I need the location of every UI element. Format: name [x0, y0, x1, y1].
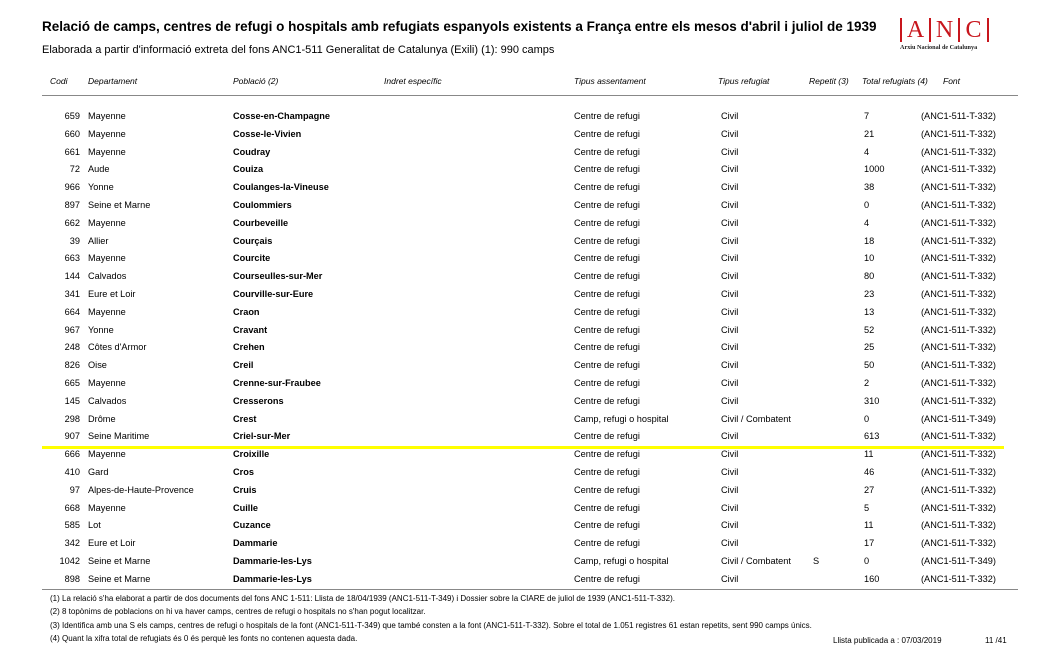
cell-codi: 664: [64, 306, 80, 317]
cell-total: 10: [864, 253, 875, 264]
cell-codi: 585: [64, 520, 80, 531]
table-row: [0, 304, 1044, 322]
cell-codi: 298: [64, 413, 80, 424]
table-row: [0, 250, 1044, 268]
cell-font: (ANC1-511-T-332): [921, 111, 996, 121]
cell-tipus-assentament: Centre de refugi: [574, 324, 640, 335]
cell-codi: 145: [64, 395, 80, 406]
cell-total: 1000: [864, 164, 885, 175]
cell-tipus-refugiat: Civil: [721, 306, 739, 317]
cell-tipus-refugiat: Civil: [721, 520, 739, 531]
cell-total: 17: [864, 538, 875, 549]
cell-codi: 662: [64, 217, 80, 228]
cell-departament: Yonne: [88, 324, 114, 335]
cell-codi: 898: [64, 573, 80, 584]
cell-codi: 97: [69, 484, 80, 495]
table-row: [0, 144, 1044, 162]
cell-tipus-refugiat: Civil: [721, 431, 739, 442]
cell-tipus-assentament: Centre de refugi: [574, 253, 640, 264]
cell-departament: Mayenne: [88, 377, 126, 388]
cell-tipus-refugiat: Civil: [721, 502, 739, 513]
footnote: (1) La relació s'ha elaborat a partir de dos documents del fons ANC 1-511: Llista de 18/04/1939 (ANC1-511-T-349) i Dossier sobre la CIARE de juliol de 1939 (ANC1-511-T-332).: [50, 594, 675, 603]
cell-total: 21: [864, 128, 875, 139]
cell-tipus-refugiat: Civil: [721, 288, 739, 299]
table-row: [0, 357, 1044, 375]
cell-departament: Seine Maritime: [88, 431, 150, 442]
table-row: [0, 517, 1044, 535]
table-row: [0, 482, 1044, 500]
cell-font: (ANC1-511-T-332): [921, 235, 996, 246]
cell-tipus-assentament: Centre de refugi: [574, 306, 640, 317]
page-number: 11 /41: [985, 636, 1007, 645]
header-divider: [42, 95, 1018, 96]
cell-codi: 663: [64, 253, 80, 264]
cell-tipus-refugiat: Civil: [721, 342, 739, 353]
cell-repetit: S: [813, 555, 820, 566]
cell-departament: Mayenne: [88, 217, 126, 228]
cell-poblacio: Cosse-en-Champagne: [233, 111, 330, 121]
cell-total: 4: [864, 217, 870, 228]
cell-departament: Seine et Marne: [88, 199, 151, 210]
table-row: [0, 500, 1044, 518]
cell-font: (ANC1-511-T-332): [921, 217, 996, 228]
cell-departament: Mayenne: [88, 449, 126, 460]
cell-font: (ANC1-511-T-332): [921, 182, 996, 193]
cell-total: 13: [864, 306, 875, 317]
table-row: [0, 411, 1044, 429]
cell-departament: Côtes d'Armor: [88, 342, 147, 353]
cell-tipus-assentament: Centre de refugi: [574, 182, 640, 193]
cell-total: 0: [864, 413, 870, 424]
cell-departament: Yonne: [88, 182, 114, 193]
cell-poblacio: Cruis: [233, 484, 257, 495]
cell-departament: Aude: [88, 164, 110, 175]
cell-codi: 248: [64, 342, 80, 353]
cell-poblacio: Courcite: [233, 253, 271, 264]
cell-font: (ANC1-511-T-332): [921, 395, 996, 406]
footnote: (4) Quant la xifra total de refugiats és 0 és perquè les fonts no contenen aquesta dada.: [50, 633, 358, 643]
cell-tipus-assentament: Centre de refugi: [574, 449, 640, 460]
anc-logo-mark: [898, 17, 994, 43]
cell-total: 310: [864, 395, 880, 406]
cell-codi: 907: [64, 431, 80, 442]
cell-tipus-assentament: Centre de refugi: [574, 573, 640, 584]
cell-codi: 967: [64, 324, 80, 335]
cell-total: 18: [864, 235, 875, 246]
cell-total: 23: [864, 288, 875, 299]
cell-codi: 410: [64, 466, 80, 477]
cell-departament: Seine et Marne: [88, 555, 151, 566]
table-row: [0, 108, 1044, 126]
cell-tipus-assentament: Centre de refugi: [574, 484, 640, 495]
cell-tipus-refugiat: Civil: [721, 253, 739, 264]
cell-codi: 342: [64, 538, 80, 549]
cell-departament: Mayenne: [88, 146, 126, 157]
cell-tipus-refugiat: Civil: [721, 573, 739, 584]
logo-subtitle: Arxiu Nacional de Catalunya: [900, 44, 978, 51]
logo-letter: C: [965, 17, 982, 43]
cell-poblacio: Cuzance: [233, 520, 271, 531]
cell-total: 27: [864, 484, 875, 495]
cell-total: 25: [864, 342, 875, 353]
cell-font: (ANC1-511-T-332): [921, 360, 996, 371]
cell-departament: Lot: [88, 520, 101, 531]
cell-font: (ANC1-511-T-332): [921, 466, 996, 477]
cell-tipus-refugiat: Civil: [721, 217, 739, 228]
cell-total: 5: [864, 502, 870, 513]
cell-font: (ANC1-511-T-349): [921, 555, 996, 566]
cell-poblacio: Coudray: [233, 146, 271, 157]
cell-font: (ANC1-511-T-332): [921, 324, 996, 335]
col-header-tipus-assentament: Tipus assentament: [574, 76, 646, 86]
col-header-codi: Codi: [50, 76, 68, 86]
cell-poblacio: Couiza: [233, 164, 264, 175]
cell-font: (ANC1-511-T-332): [921, 128, 996, 139]
cell-font: (ANC1-511-T-332): [921, 449, 996, 460]
footnotes: [50, 592, 812, 645]
cell-tipus-assentament: Centre de refugi: [574, 199, 640, 210]
page-subtitle: Elaborada a partir d'informació extreta del fons ANC1-511 Generalitat de Catalunya (Exili) (1): 990 camps: [42, 44, 555, 56]
cell-poblacio: Crehen: [233, 342, 265, 353]
cell-departament: Eure et Loir: [88, 288, 136, 299]
cell-departament: Mayenne: [88, 306, 126, 317]
cell-codi: 1042: [59, 555, 80, 566]
cell-total: 52: [864, 324, 875, 335]
cell-tipus-refugiat: Civil: [721, 377, 739, 388]
cell-poblacio: Cros: [233, 466, 254, 477]
cell-font: (ANC1-511-T-332): [921, 253, 996, 264]
page-title: Relació de camps, centres de refugi o hospitals amb refugiats espanyols existents a França entre els mesos d'abril i juliol de 1939: [42, 19, 877, 34]
cell-poblacio: Cosse-le-Vivien: [233, 128, 302, 139]
logo-letter: A: [906, 17, 925, 43]
cell-tipus-assentament: Centre de refugi: [574, 128, 640, 139]
cell-total: 46: [864, 466, 875, 477]
cell-departament: Drôme: [88, 413, 116, 424]
cell-poblacio: Dammarie-les-Lys: [233, 573, 312, 584]
cell-tipus-refugiat: Civil: [721, 395, 739, 406]
table-row: [0, 553, 1044, 571]
table-row: [0, 339, 1044, 357]
cell-tipus-refugiat: Civil: [721, 164, 739, 175]
cell-font: (ANC1-511-T-332): [921, 377, 996, 388]
cell-tipus-refugiat: Civil / Combatent: [721, 555, 791, 566]
cell-tipus-refugiat: Civil: [721, 360, 739, 371]
table-row: [0, 215, 1044, 233]
cell-tipus-refugiat: Civil: [721, 466, 739, 477]
cell-tipus-assentament: Centre de refugi: [574, 164, 640, 175]
cell-total: 0: [864, 555, 870, 566]
cell-poblacio: Courville-sur-Eure: [233, 288, 314, 299]
cell-codi: 660: [64, 128, 80, 139]
table-row: [0, 126, 1044, 144]
table-row: [0, 179, 1044, 197]
cell-tipus-assentament: Centre de refugi: [574, 360, 640, 371]
cell-codi: 665: [64, 377, 80, 388]
cell-font: (ANC1-511-T-332): [921, 484, 996, 495]
cell-departament: Mayenne: [88, 253, 126, 264]
table-row: [0, 286, 1044, 304]
cell-total: 38: [864, 182, 875, 193]
table-row: [0, 375, 1044, 393]
footnote: (3) Identifica amb una S els camps, centres de refugi o hospitals de la font (ANC1-511-T-349) que també consten a la font (ANC1-511-T-332). Sobre el total de 1.051 registres 61 estan repetits, sent 990 camps únics.: [50, 620, 812, 630]
cell-codi: 668: [64, 502, 80, 513]
cell-departament: Allier: [88, 235, 109, 246]
cell-tipus-refugiat: Civil: [721, 235, 739, 246]
cell-poblacio: Dammarie-les-Lys: [233, 555, 312, 566]
cell-poblacio: Criel-sur-Mer: [233, 431, 291, 442]
cell-total: 80: [864, 271, 875, 282]
cell-poblacio: Dammarie: [233, 538, 278, 549]
cell-departament: Oise: [88, 360, 107, 371]
cell-poblacio: Craon: [233, 306, 260, 317]
cell-tipus-refugiat: Civil: [721, 128, 739, 139]
cell-font: (ANC1-511-T-332): [921, 146, 996, 157]
cell-departament: Alpes-de-Haute-Provence: [88, 484, 194, 495]
cell-tipus-assentament: Centre de refugi: [574, 377, 640, 388]
cell-font: (ANC1-511-T-332): [921, 520, 996, 531]
cell-tipus-refugiat: Civil: [721, 484, 739, 495]
cell-poblacio: Coulanges-la-Vineuse: [233, 182, 329, 193]
cell-tipus-assentament: Centre de refugi: [574, 538, 640, 549]
cell-tipus-refugiat: Civil / Combatent: [721, 413, 791, 424]
cell-codi: 72: [69, 164, 80, 175]
cell-codi: 661: [64, 146, 80, 157]
cell-poblacio: Cuille: [233, 502, 259, 513]
cell-total: 50: [864, 360, 875, 371]
cell-tipus-assentament: Centre de refugi: [574, 395, 640, 406]
table-row: [0, 393, 1044, 411]
cell-tipus-refugiat: Civil: [721, 146, 739, 157]
cell-poblacio: Creil: [233, 360, 254, 371]
cell-poblacio: Courçais: [233, 235, 273, 246]
cell-departament: Eure et Loir: [88, 538, 136, 549]
cell-codi: 966: [64, 182, 80, 193]
cell-tipus-refugiat: Civil: [721, 111, 739, 121]
cell-total: 11: [864, 449, 874, 460]
cell-poblacio: Courbeveille: [233, 217, 289, 228]
cell-poblacio: Croixille: [233, 449, 270, 460]
table-row-highlighted: [0, 428, 1044, 446]
table-body: [0, 108, 1044, 589]
anc-logo: [898, 17, 994, 55]
col-header-departament: Departament: [88, 76, 138, 86]
cell-departament: Mayenne: [88, 111, 126, 121]
cell-poblacio: Cravant: [233, 324, 268, 335]
cell-total: 160: [864, 573, 880, 584]
cell-font: (ANC1-511-T-332): [921, 199, 996, 210]
cell-total: 7: [864, 111, 870, 121]
cell-font: (ANC1-511-T-332): [921, 431, 996, 442]
cell-font: (ANC1-511-T-332): [921, 164, 996, 175]
cell-tipus-assentament: Centre de refugi: [574, 271, 640, 282]
cell-tipus-refugiat: Civil: [721, 538, 739, 549]
cell-tipus-refugiat: Civil: [721, 271, 739, 282]
cell-codi: 826: [64, 360, 80, 371]
table-row: [0, 535, 1044, 553]
col-header-indret: Indret específic: [384, 76, 442, 86]
cell-tipus-assentament: Camp, refugi o hospital: [574, 555, 669, 566]
cell-poblacio: Cresserons: [233, 395, 284, 406]
cell-departament: Mayenne: [88, 502, 126, 513]
footnote: (2) 8 topònims de poblacions on hi va haver camps, centres de refugi o hospitals no s'han pogut localitzar.: [50, 607, 426, 617]
cell-tipus-assentament: Centre de refugi: [574, 431, 640, 442]
table-row: [0, 268, 1044, 286]
table-row: [0, 161, 1044, 179]
cell-font: (ANC1-511-T-332): [921, 306, 996, 317]
cell-total: 11: [864, 520, 874, 531]
table-row: [0, 571, 1044, 589]
cell-codi: 341: [64, 288, 80, 299]
cell-departament: Calvados: [88, 395, 127, 406]
cell-font: (ANC1-511-T-332): [921, 538, 996, 549]
cell-codi: 666: [64, 449, 80, 460]
col-header-repetit: Repetit (3): [809, 76, 849, 86]
cell-codi: 144: [64, 271, 80, 282]
col-header-font: Font: [943, 76, 961, 86]
col-header-tipus-refugiat: Tipus refugiat: [718, 76, 770, 86]
cell-tipus-assentament: Centre de refugi: [574, 342, 640, 353]
cell-codi: 39: [69, 235, 80, 246]
cell-tipus-refugiat: Civil: [721, 324, 739, 335]
cell-poblacio: Courseulles-sur-Mer: [233, 271, 323, 282]
table-row: [0, 446, 1044, 464]
cell-font: (ANC1-511-T-332): [921, 573, 996, 584]
cell-font: (ANC1-511-T-349): [921, 413, 996, 424]
cell-tipus-assentament: Centre de refugi: [574, 111, 640, 121]
publication-date: Llista publicada a : 07/03/2019: [833, 636, 942, 645]
cell-tipus-assentament: Centre de refugi: [574, 520, 640, 531]
cell-tipus-assentament: Centre de refugi: [574, 288, 640, 299]
cell-tipus-assentament: Centre de refugi: [574, 146, 640, 157]
cell-tipus-assentament: Camp, refugi o hospital: [574, 413, 669, 424]
table-row: [0, 322, 1044, 340]
cell-total: 613: [864, 431, 880, 442]
cell-poblacio: Coulommiers: [233, 199, 292, 210]
cell-departament: Mayenne: [88, 128, 126, 139]
cell-tipus-assentament: Centre de refugi: [574, 217, 640, 228]
cell-font: (ANC1-511-T-332): [921, 342, 996, 353]
cell-tipus-assentament: Centre de refugi: [574, 502, 640, 513]
col-header-poblacio: Població (2): [233, 76, 279, 86]
cell-total: 2: [864, 377, 870, 388]
cell-poblacio: Crest: [233, 413, 257, 424]
cell-tipus-assentament: Centre de refugi: [574, 235, 640, 246]
cell-departament: Calvados: [88, 271, 127, 282]
cell-poblacio: Crenne-sur-Fraubee: [233, 377, 321, 388]
cell-tipus-refugiat: Civil: [721, 182, 739, 193]
cell-total: 0: [864, 199, 870, 210]
table-row: [0, 464, 1044, 482]
col-header-total: Total refugiats (4): [862, 76, 928, 86]
cell-tipus-refugiat: Civil: [721, 199, 739, 210]
footer-divider: [42, 589, 1018, 590]
cell-font: (ANC1-511-T-332): [921, 271, 996, 282]
cell-tipus-assentament: Centre de refugi: [574, 466, 640, 477]
cell-font: (ANC1-511-T-332): [921, 502, 996, 513]
cell-codi: 897: [64, 199, 80, 210]
cell-tipus-refugiat: Civil: [721, 449, 739, 460]
cell-codi: 659: [64, 111, 80, 121]
cell-departament: Seine et Marne: [88, 573, 151, 584]
cell-departament: Gard: [88, 466, 109, 477]
cell-font: (ANC1-511-T-332): [921, 288, 996, 299]
table-row: [0, 233, 1044, 251]
logo-letter: N: [935, 17, 954, 43]
table-row: [0, 197, 1044, 215]
cell-total: 4: [864, 146, 870, 157]
